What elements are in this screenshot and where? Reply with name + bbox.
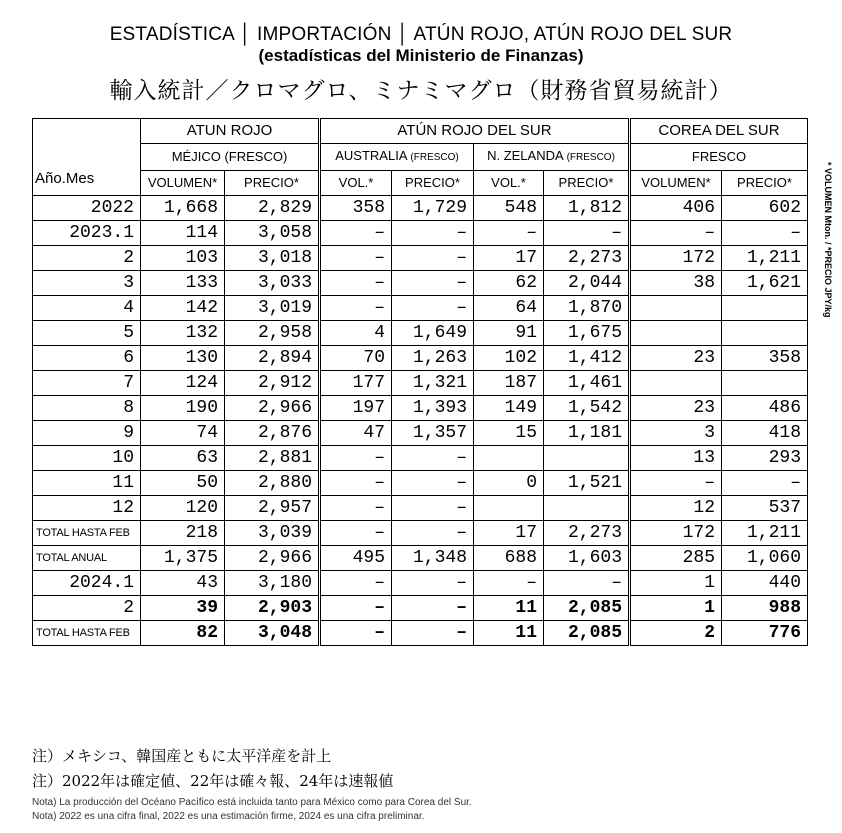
cell-mexico-precio: 2,966 bbox=[225, 396, 320, 421]
cell-corea-volumen bbox=[630, 321, 722, 346]
cell-australia-vol: – bbox=[320, 521, 392, 546]
row-2023-1 bbox=[33, 221, 808, 246]
cell-label: 8 bbox=[33, 396, 141, 421]
cell-australia-precio: – bbox=[392, 446, 474, 471]
row-2023-3 bbox=[33, 271, 808, 296]
cell-mexico-volumen: 74 bbox=[141, 421, 225, 446]
cell-nzelanda-vol: 11 bbox=[474, 596, 544, 621]
cell-nzelanda-vol: 15 bbox=[474, 421, 544, 446]
cell-nzelanda-precio: 1,521 bbox=[544, 471, 630, 496]
cell-australia-vol: – bbox=[320, 571, 392, 596]
cell-label: TOTAL ANUAL bbox=[33, 546, 141, 571]
header-corea-precio: PRECIO* bbox=[722, 171, 808, 196]
row-2024-2 bbox=[33, 596, 808, 621]
cell-corea-precio: 602 bbox=[722, 196, 808, 221]
cell-corea-precio: 440 bbox=[722, 571, 808, 596]
header-corea-del-sur: COREA DEL SUR bbox=[630, 119, 808, 144]
cell-nzelanda-precio: 1,675 bbox=[544, 321, 630, 346]
cell-mexico-precio: 2,829 bbox=[225, 196, 320, 221]
cell-mexico-precio: 3,180 bbox=[225, 571, 320, 596]
cell-corea-precio: 776 bbox=[722, 621, 808, 646]
cell-corea-precio: 293 bbox=[722, 446, 808, 471]
cell-corea-precio: 1,211 bbox=[722, 521, 808, 546]
header-mexico-precio: PRECIO* bbox=[225, 171, 320, 196]
cell-australia-precio: – bbox=[392, 271, 474, 296]
cell-australia-vol: – bbox=[320, 596, 392, 621]
cell-corea-precio: 1,621 bbox=[722, 271, 808, 296]
title-japanese: 輸入統計／クロマグロ、ミナミマグロ（財務省貿易統計） bbox=[109, 78, 733, 104]
cell-nzelanda-precio: 2,085 bbox=[544, 621, 630, 646]
cell-australia-vol: – bbox=[320, 221, 392, 246]
row-2022 bbox=[33, 196, 808, 221]
cell-australia-precio: – bbox=[392, 296, 474, 321]
cell-corea-precio bbox=[722, 371, 808, 396]
header-nzelanda-vol: VOL.* bbox=[474, 171, 544, 196]
cell-nzelanda-vol: 688 bbox=[474, 546, 544, 571]
cell-mexico-precio: 2,876 bbox=[225, 421, 320, 446]
cell-label: 2022 bbox=[33, 196, 141, 221]
header-corea-volumen: VOLUMEN* bbox=[630, 171, 722, 196]
cell-australia-precio: – bbox=[392, 596, 474, 621]
cell-nzelanda-precio bbox=[544, 496, 630, 521]
cell-mexico-precio: 2,912 bbox=[225, 371, 320, 396]
cell-australia-precio: – bbox=[392, 496, 474, 521]
cell-corea-precio: 1,060 bbox=[722, 546, 808, 571]
header-corea-fresco: FRESCO bbox=[630, 144, 808, 171]
cell-corea-volumen: – bbox=[630, 221, 722, 246]
cell-nzelanda-vol: – bbox=[474, 221, 544, 246]
cell-label: 2 bbox=[33, 596, 141, 621]
cell-label: TOTAL HASTA FEB bbox=[33, 521, 141, 546]
cell-nzelanda-vol: 149 bbox=[474, 396, 544, 421]
cell-label: 2 bbox=[33, 246, 141, 271]
cell-mexico-volumen: 142 bbox=[141, 296, 225, 321]
cell-australia-vol: 4 bbox=[320, 321, 392, 346]
cell-australia-vol: – bbox=[320, 496, 392, 521]
cell-mexico-volumen: 120 bbox=[141, 496, 225, 521]
row-2023-5 bbox=[33, 321, 808, 346]
cell-mexico-volumen: 133 bbox=[141, 271, 225, 296]
cell-mexico-volumen: 190 bbox=[141, 396, 225, 421]
cell-mexico-precio: 2,903 bbox=[225, 596, 320, 621]
row-2023-2 bbox=[33, 246, 808, 271]
header-atun-rojo-del-sur: ATÚN ROJO DEL SUR bbox=[320, 119, 630, 144]
header-australia-precio: PRECIO* bbox=[392, 171, 474, 196]
row-2023-11 bbox=[33, 471, 808, 496]
cell-australia-precio: – bbox=[392, 621, 474, 646]
cell-label: 2023.1 bbox=[33, 221, 141, 246]
cell-mexico-volumen: 132 bbox=[141, 321, 225, 346]
cell-mexico-volumen: 130 bbox=[141, 346, 225, 371]
cell-australia-vol: – bbox=[320, 621, 392, 646]
cell-nzelanda-vol: – bbox=[474, 571, 544, 596]
cell-corea-volumen: 2 bbox=[630, 621, 722, 646]
cell-nzelanda-precio: 1,870 bbox=[544, 296, 630, 321]
cell-corea-volumen: 23 bbox=[630, 346, 722, 371]
cell-nzelanda-vol: 62 bbox=[474, 271, 544, 296]
cell-australia-vol: – bbox=[320, 246, 392, 271]
cell-nzelanda-vol: 187 bbox=[474, 371, 544, 396]
cell-corea-precio: 418 bbox=[722, 421, 808, 446]
cell-label: 6 bbox=[33, 346, 141, 371]
cell-label: 4 bbox=[33, 296, 141, 321]
cell-australia-vol: – bbox=[320, 296, 392, 321]
cell-australia-precio: 1,348 bbox=[392, 546, 474, 571]
row-2023-10 bbox=[33, 446, 808, 471]
cell-corea-volumen: 3 bbox=[630, 421, 722, 446]
header-row-groups bbox=[33, 119, 808, 144]
row-2023-8 bbox=[33, 396, 808, 421]
cell-label: 7 bbox=[33, 371, 141, 396]
cell-label: 9 bbox=[33, 421, 141, 446]
units-note: * VOLUMEN Mton. / *PRECIO JPY/kg bbox=[823, 162, 833, 318]
cell-corea-precio bbox=[722, 321, 808, 346]
cell-corea-precio: 358 bbox=[722, 346, 808, 371]
cell-australia-precio: 1,263 bbox=[392, 346, 474, 371]
header-atun-rojo: ATUN ROJO bbox=[141, 119, 320, 144]
cell-label: 12 bbox=[33, 496, 141, 521]
cell-mexico-volumen: 63 bbox=[141, 446, 225, 471]
header-row-countries bbox=[33, 144, 808, 171]
cell-mexico-precio: 2,881 bbox=[225, 446, 320, 471]
cell-mexico-volumen: 82 bbox=[141, 621, 225, 646]
cell-mexico-precio: 3,048 bbox=[225, 621, 320, 646]
cell-mexico-volumen: 218 bbox=[141, 521, 225, 546]
cell-nzelanda-precio: 1,181 bbox=[544, 421, 630, 446]
cell-nzelanda-vol: 11 bbox=[474, 621, 544, 646]
cell-australia-vol: 197 bbox=[320, 396, 392, 421]
cell-australia-vol: – bbox=[320, 446, 392, 471]
cell-corea-precio: 486 bbox=[722, 396, 808, 421]
cell-nzelanda-precio: 1,412 bbox=[544, 346, 630, 371]
cell-mexico-volumen: 124 bbox=[141, 371, 225, 396]
cell-corea-volumen: 1 bbox=[630, 571, 722, 596]
header-mexico-volumen: VOLUMEN* bbox=[141, 171, 225, 196]
cell-australia-precio: 1,729 bbox=[392, 196, 474, 221]
row-2023-12 bbox=[33, 496, 808, 521]
cell-nzelanda-vol bbox=[474, 496, 544, 521]
import-statistics-table bbox=[32, 118, 808, 646]
header-nueva-zelanda: N. ZELANDA (FRESCO) bbox=[474, 144, 630, 171]
cell-australia-precio: – bbox=[392, 221, 474, 246]
row-2023-6 bbox=[33, 346, 808, 371]
cell-label: 2024.1 bbox=[33, 571, 141, 596]
note-japanese-1: 注）メキシコ、韓国産ともに太平洋産を計上 bbox=[32, 747, 332, 765]
cell-mexico-precio: 3,018 bbox=[225, 246, 320, 271]
cell-mexico-volumen: 1,375 bbox=[141, 546, 225, 571]
cell-australia-precio: 1,393 bbox=[392, 396, 474, 421]
title-spanish: ESTADÍSTICA │ IMPORTACIÓN │ ATÚN ROJO, ATÚN ROJO DEL SUR bbox=[109, 24, 733, 45]
cell-australia-precio: 1,357 bbox=[392, 421, 474, 446]
cell-mexico-precio: 2,966 bbox=[225, 546, 320, 571]
cell-mexico-precio: 3,019 bbox=[225, 296, 320, 321]
subtitle-spanish: (estadísticas del Ministerio de Finanzas) bbox=[258, 46, 584, 65]
cell-nzelanda-vol: 64 bbox=[474, 296, 544, 321]
cell-mexico-volumen: 1,668 bbox=[141, 196, 225, 221]
row-2023-9 bbox=[33, 421, 808, 446]
cell-mexico-volumen: 50 bbox=[141, 471, 225, 496]
note-spanish-1: Nota) La producción del Océano Pacífico está incluida tanto para México como para Corea del Sur. bbox=[32, 797, 472, 808]
cell-australia-precio: – bbox=[392, 471, 474, 496]
cell-nzelanda-precio: – bbox=[544, 221, 630, 246]
cell-label: 3 bbox=[33, 271, 141, 296]
cell-nzelanda-vol: 0 bbox=[474, 471, 544, 496]
cell-corea-volumen bbox=[630, 371, 722, 396]
cell-corea-precio: – bbox=[722, 221, 808, 246]
cell-corea-volumen bbox=[630, 296, 722, 321]
cell-label: 10 bbox=[33, 446, 141, 471]
header-australia: AUSTRALIA (FRESCO) bbox=[320, 144, 474, 171]
cell-label: 11 bbox=[33, 471, 141, 496]
cell-australia-vol: 358 bbox=[320, 196, 392, 221]
row-2023-4 bbox=[33, 296, 808, 321]
cell-mexico-volumen: 39 bbox=[141, 596, 225, 621]
cell-corea-precio: 537 bbox=[722, 496, 808, 521]
cell-corea-precio bbox=[722, 296, 808, 321]
cell-australia-vol: – bbox=[320, 471, 392, 496]
cell-corea-precio: 988 bbox=[722, 596, 808, 621]
row-total-hasta-feb-2024 bbox=[33, 621, 808, 646]
cell-australia-vol: 47 bbox=[320, 421, 392, 446]
cell-mexico-volumen: 114 bbox=[141, 221, 225, 246]
cell-corea-precio: – bbox=[722, 471, 808, 496]
cell-corea-volumen: 1 bbox=[630, 596, 722, 621]
row-2024-1 bbox=[33, 571, 808, 596]
cell-nzelanda-precio: 2,273 bbox=[544, 521, 630, 546]
header-year-month: Año.Mes bbox=[33, 119, 141, 196]
cell-nzelanda-vol: 102 bbox=[474, 346, 544, 371]
cell-nzelanda-precio: 1,812 bbox=[544, 196, 630, 221]
cell-corea-volumen: 172 bbox=[630, 521, 722, 546]
cell-label: 5 bbox=[33, 321, 141, 346]
cell-australia-precio: – bbox=[392, 246, 474, 271]
cell-mexico-precio: 2,894 bbox=[225, 346, 320, 371]
cell-australia-vol: 495 bbox=[320, 546, 392, 571]
cell-nzelanda-vol: 548 bbox=[474, 196, 544, 221]
cell-label: TOTAL HASTA FEB bbox=[33, 621, 141, 646]
cell-corea-volumen: 13 bbox=[630, 446, 722, 471]
cell-australia-precio: – bbox=[392, 571, 474, 596]
cell-mexico-precio: 2,957 bbox=[225, 496, 320, 521]
note-japanese-2: 注）2022年は確定値、22年は確々報、24年は速報値 bbox=[32, 772, 394, 790]
cell-corea-volumen: 172 bbox=[630, 246, 722, 271]
cell-corea-volumen: – bbox=[630, 471, 722, 496]
cell-australia-precio: 1,321 bbox=[392, 371, 474, 396]
header-australia-vol: VOL.* bbox=[320, 171, 392, 196]
row-total-hasta-feb-2023 bbox=[33, 521, 808, 546]
row-total-anual bbox=[33, 546, 808, 571]
cell-nzelanda-precio: 2,273 bbox=[544, 246, 630, 271]
cell-nzelanda-vol: 91 bbox=[474, 321, 544, 346]
cell-australia-precio: – bbox=[392, 521, 474, 546]
cell-corea-volumen: 285 bbox=[630, 546, 722, 571]
cell-corea-volumen: 23 bbox=[630, 396, 722, 421]
note-spanish-2: Nota) 2022 es una cifra final, 2022 es una estimación firme, 2024 es una cifra preliminar. bbox=[32, 811, 425, 822]
cell-nzelanda-precio bbox=[544, 446, 630, 471]
cell-mexico-volumen: 43 bbox=[141, 571, 225, 596]
cell-nzelanda-precio: 2,044 bbox=[544, 271, 630, 296]
row-2023-7 bbox=[33, 371, 808, 396]
cell-corea-volumen: 406 bbox=[630, 196, 722, 221]
cell-nzelanda-precio: 1,461 bbox=[544, 371, 630, 396]
cell-nzelanda-vol: 17 bbox=[474, 521, 544, 546]
header-mexico: MÉJICO (FRESCO) bbox=[141, 144, 320, 171]
cell-mexico-precio: 2,880 bbox=[225, 471, 320, 496]
cell-nzelanda-vol: 17 bbox=[474, 246, 544, 271]
cell-australia-precio: 1,649 bbox=[392, 321, 474, 346]
cell-mexico-volumen: 103 bbox=[141, 246, 225, 271]
header-row-measures bbox=[33, 171, 808, 196]
cell-corea-volumen: 12 bbox=[630, 496, 722, 521]
header-nzelanda-precio: PRECIO* bbox=[544, 171, 630, 196]
cell-corea-precio: 1,211 bbox=[722, 246, 808, 271]
cell-nzelanda-precio: 1,603 bbox=[544, 546, 630, 571]
cell-australia-vol: 177 bbox=[320, 371, 392, 396]
cell-mexico-precio: 3,058 bbox=[225, 221, 320, 246]
cell-nzelanda-precio: 2,085 bbox=[544, 596, 630, 621]
cell-nzelanda-vol bbox=[474, 446, 544, 471]
cell-mexico-precio: 2,958 bbox=[225, 321, 320, 346]
cell-nzelanda-precio: – bbox=[544, 571, 630, 596]
cell-australia-vol: 70 bbox=[320, 346, 392, 371]
cell-australia-vol: – bbox=[320, 271, 392, 296]
cell-mexico-precio: 3,033 bbox=[225, 271, 320, 296]
cell-corea-volumen: 38 bbox=[630, 271, 722, 296]
cell-nzelanda-precio: 1,542 bbox=[544, 396, 630, 421]
cell-mexico-precio: 3,039 bbox=[225, 521, 320, 546]
